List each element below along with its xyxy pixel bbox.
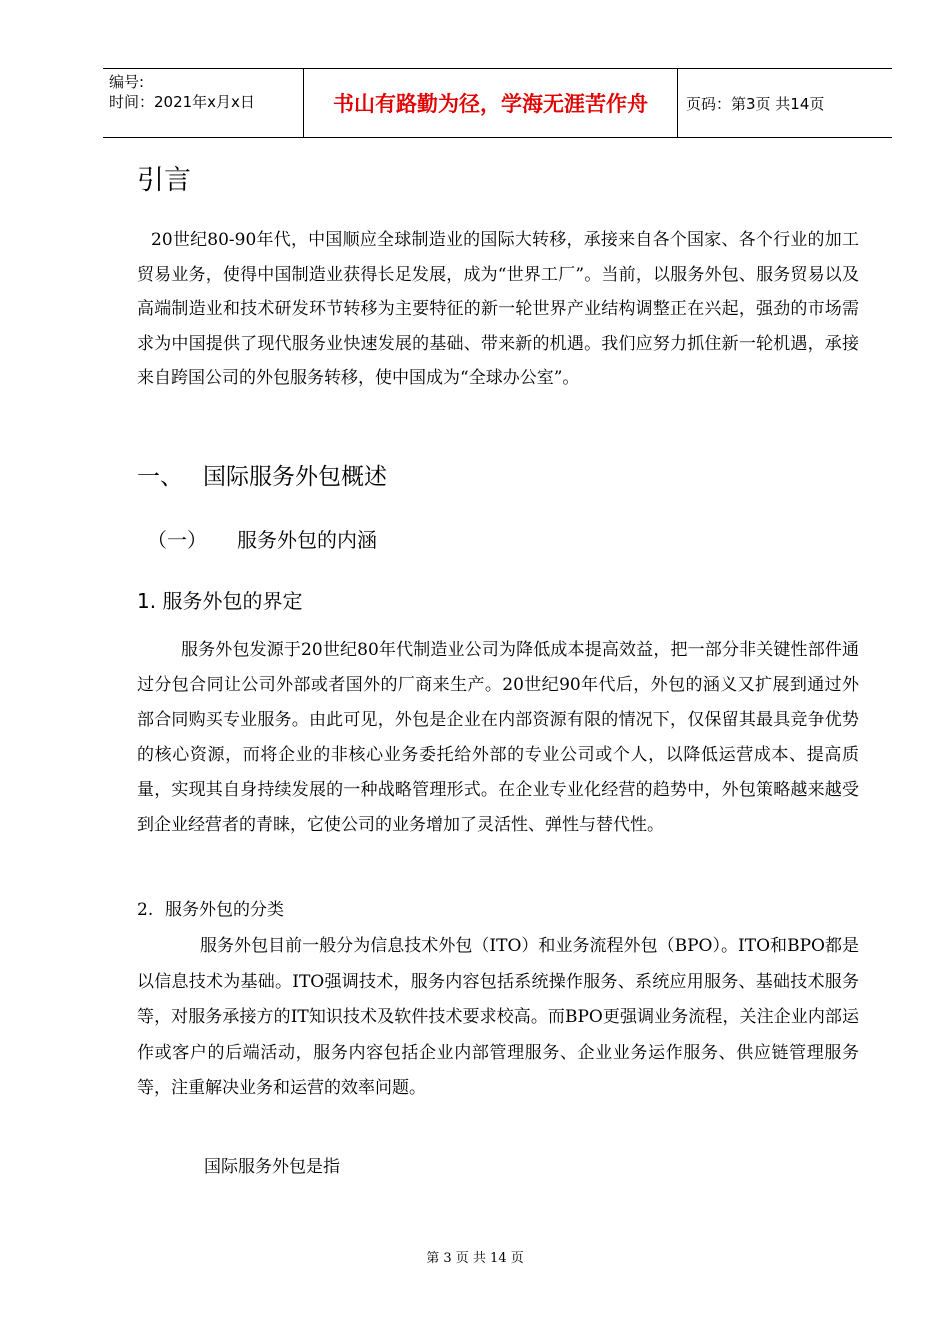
- subsection-number: （一）: [147, 528, 207, 552]
- header-meta-cell: [103, 69, 304, 137]
- section-heading: [137, 458, 387, 491]
- page-footer: 第 3 页 共 14 页: [426, 1251, 524, 1266]
- item2-paragraph: 服务外包目前一般分为信息技术外包（ITO）和业务流程外包（BPO）。ITO和BPO都是以信息技术为基础。ITO强调技术，服务内容包括系统操作服务、系统应用服务、基础技术服务等，对服务承接方的IT知识技术及软件技术要求校高。而BPO更强调业务流程，关注企业内部运作或客户的后端活动，服务内容包括企业内部管理服务、企业业务运作服务、供应链管理服务等，注重解决业务和运营的效率问题。: [137, 936, 859, 1098]
- intro-paragraph: 20世纪80-90年代，中国顺应全球制造业的国际大转移，承接来自各个国家、各个行业的加工贸易业务，使得中国制造业获得长足发展，成为“世界工厂”。当前，以服务外包、服务贸易以及高端制造业和技术研发环节转移为主要特征的新一轮世界产业结构调整正在兴起，强劲的市场需求为中国提供了现代服务业快速发展的基础、带来新的机遇。我们应努力抓住新一轮机遇，承接来自跨国公司的外包服务转移，使中国成为“全球办公室”。: [137, 230, 859, 388]
- subsection-heading: [147, 524, 377, 553]
- item2-paragraph-continued: 国际服务外包是指: [204, 1157, 340, 1177]
- item2-title: 服务外包的分类: [165, 900, 284, 920]
- section-title: 国际服务外包概述: [203, 464, 387, 490]
- item2-heading: [137, 895, 284, 920]
- item1-paragraph: 服务外包发源于20世纪80年代制造业公司为降低成本提高效益，把一部分非关键性部件通过分包合同让公司外部或者国外的厂商来生产。20世纪90年代后，外包的涵义又扩展到通过外部合同购买专业服务。由此可见，外包是企业在内部资源有限的情况下，仅保留其最具竞争优势的核心资源，而将企业的非核心业务委托给外部的专业公司或个人，以降低运营成本、提高质量，实现其自身持续发展的一种战略管理形式。在企业专业化经营的趋势中，外包策略越来越受到企业经营者的青睐，它使公司的业务增加了灵活性、弹性与替代性。: [137, 640, 859, 835]
- time-label: 时间：2021年x月x日: [109, 93, 255, 111]
- header-page-label: 页码：第3页 共14页: [686, 94, 825, 113]
- intro-heading: 引言: [137, 165, 191, 196]
- serial-label: 编号:: [109, 73, 145, 91]
- section-number: 一、: [137, 464, 183, 490]
- document-header: [103, 68, 892, 138]
- item2-number: 2.: [137, 900, 154, 920]
- item1-heading: 1. 服务外包的界定: [137, 589, 303, 613]
- header-motto: 书山有路勤为径，学海无涯苦作舟: [304, 69, 678, 137]
- subsection-title: 服务外包的内涵: [237, 528, 377, 552]
